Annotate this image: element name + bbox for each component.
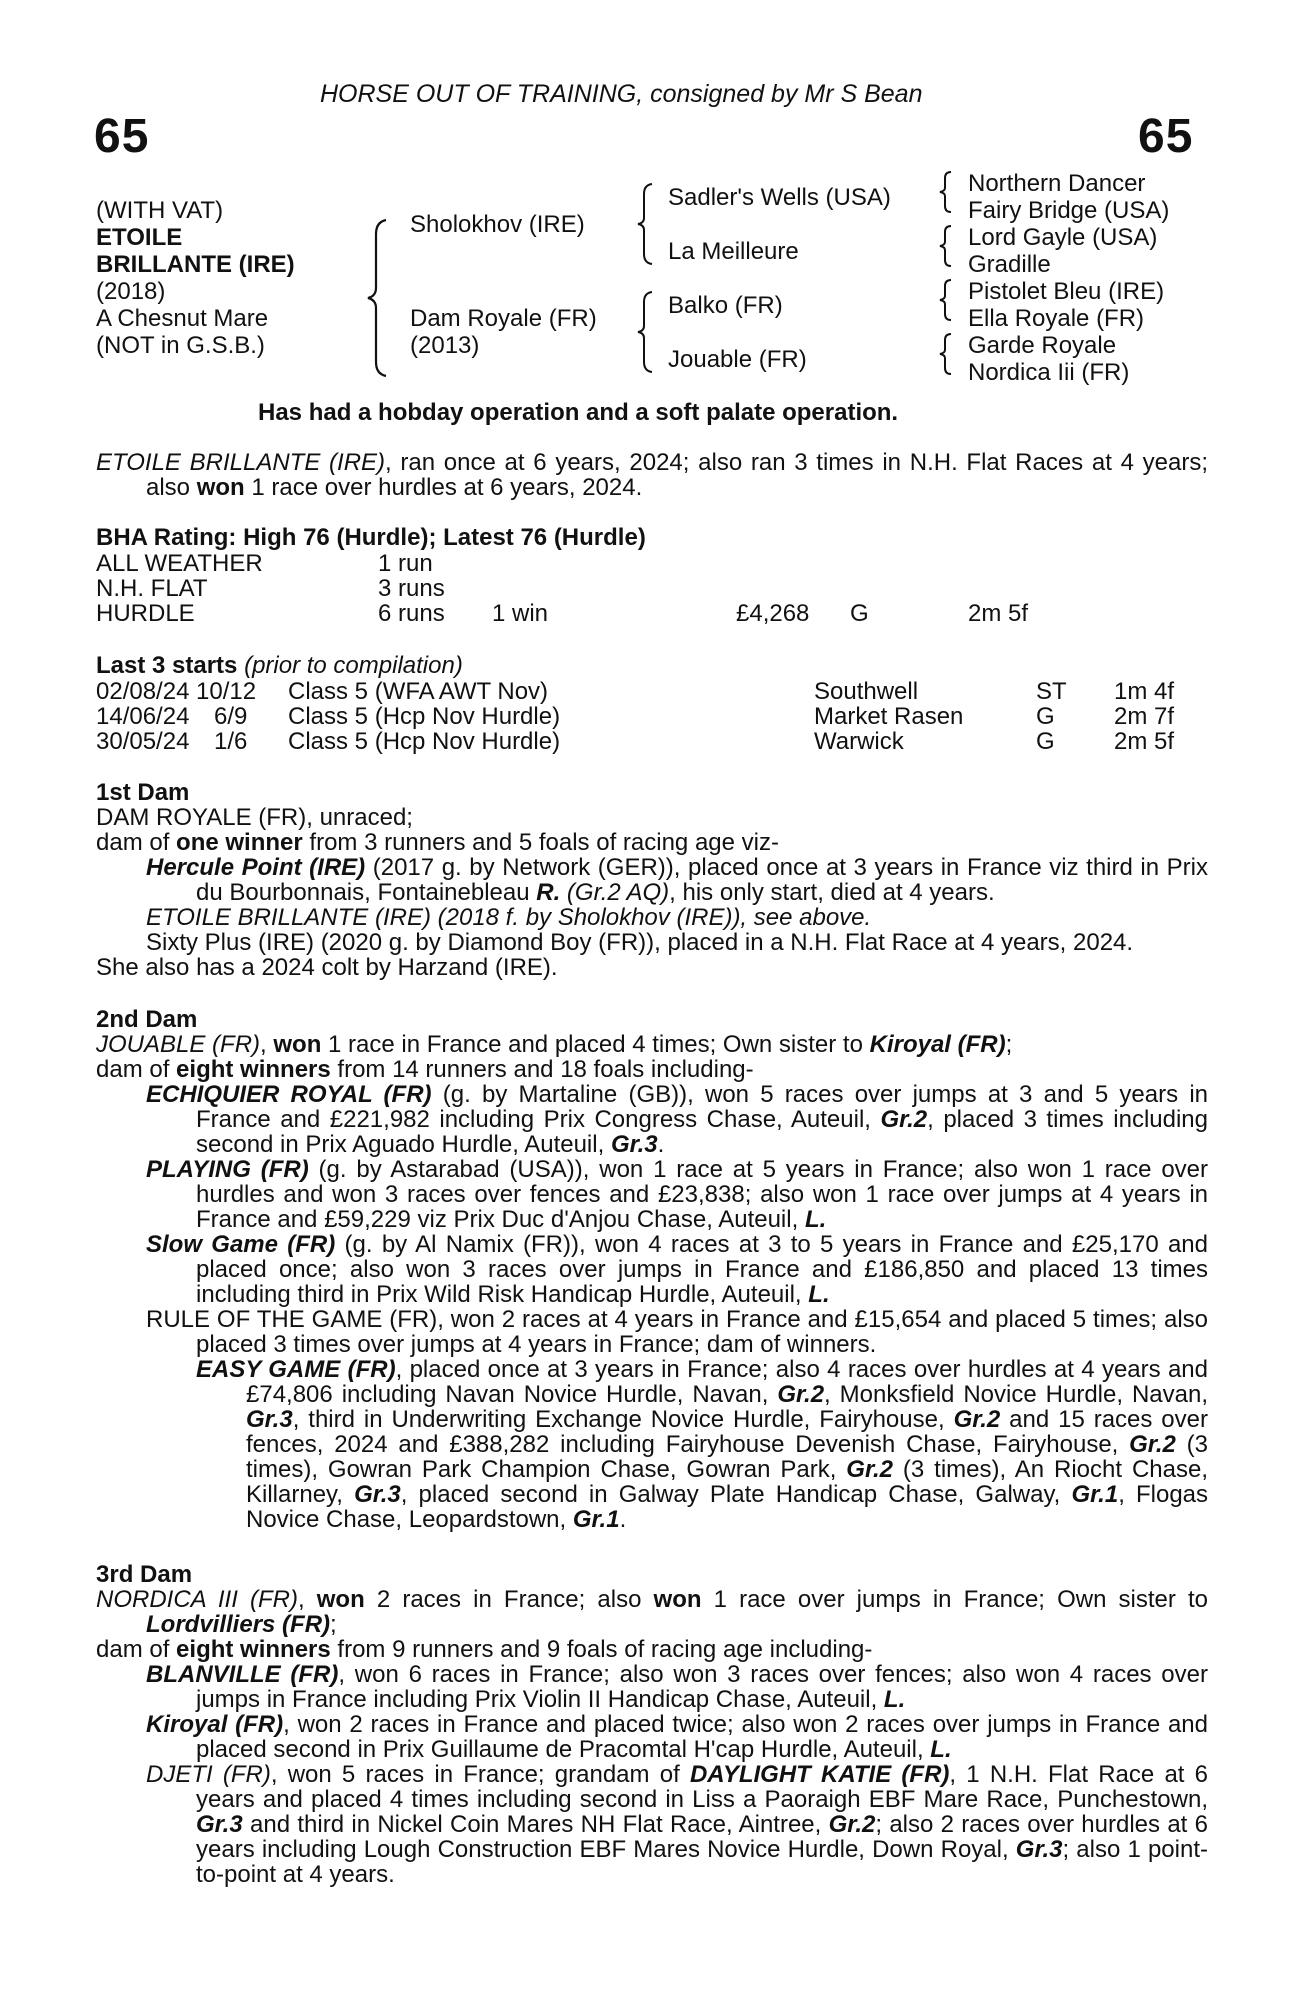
- text: 2 races in France; also: [364, 1586, 654, 1613]
- produce-entry: RULE OF THE GAME (FR), won 2 races at 4 years in France and £15,654 and placed 5 times; also placed 3 times over jumps at 4 years in France; dam of winners.: [146, 1306, 1208, 1358]
- produce-entry: ETOILE BRILLANTE (IRE) (2018 f. by Sholokhov (IRE)), see above.: [146, 904, 872, 931]
- produce-text: and 15 races over fences, 2024 and £388,282 including Fairyhouse Devenish Chase, Fairyhouse,: [246, 1406, 1208, 1458]
- rating-distance: 2m 5f: [968, 600, 1029, 627]
- start-distance: 2m 7f: [1114, 703, 1175, 730]
- produce-text: , third in Underwriting Exchange Novice Hurdle, Fairyhouse,: [292, 1406, 954, 1433]
- race-grade: Gr.3: [196, 1811, 243, 1838]
- pedigree-dam: Dam Royale (FR): [410, 305, 597, 332]
- third-dam-section: [96, 1562, 1208, 1887]
- race-grade: Gr.2: [777, 1381, 825, 1408]
- horse-year: (2018): [96, 278, 166, 305]
- race-grade: Gr.3: [246, 1406, 293, 1433]
- race-grade: L.: [930, 1736, 952, 1763]
- pedigree-g4-6: Ella Royale (FR): [968, 305, 1145, 332]
- sister-name: Lordvilliers (FR): [146, 1611, 331, 1638]
- produce-text: , Monksfield Novice Hurdle, Navan,: [824, 1381, 1209, 1408]
- third-dam-produce-line: [96, 1637, 1208, 1662]
- pedigree-g4-1: Northern Dancer: [968, 170, 1146, 197]
- dam-name: NORDICA III (FR): [96, 1586, 298, 1613]
- produce-entry: [96, 1082, 1208, 1157]
- rating-row: [96, 601, 1208, 626]
- pedigree-sire-sire: Sadler's Wells (USA): [668, 184, 891, 211]
- grand-produce-name: DAYLIGHT KATIE (FR): [689, 1761, 950, 1788]
- start-row: [96, 679, 1208, 704]
- rating-runs: 1 run: [378, 550, 433, 577]
- rating-going: G: [850, 600, 869, 627]
- race-grade: Gr.2: [846, 1456, 893, 1483]
- start-going: G: [1036, 728, 1055, 755]
- produce-text: , his only start, died at 4 years.: [669, 879, 995, 906]
- pedigree-sire-dam: La Meilleure: [668, 238, 799, 265]
- produce-text: (3 times), Gowran Park Champion Chase, Gowran Park,: [246, 1431, 1208, 1483]
- start-position: 10/12: [196, 678, 257, 705]
- start-distance: 1m 4f: [1114, 678, 1175, 705]
- pedigree-bracket-g4-4: [938, 332, 954, 376]
- produce-text: , placed once at 3 years in France; also 4 races over hurdles at 4 years and £74,806 including Navan Novice Hurdle, Navan,: [246, 1356, 1209, 1408]
- race-grade: Gr.2: [953, 1406, 1001, 1433]
- second-dam-title: 2nd Dam: [96, 1006, 198, 1033]
- produce-text: , won 2 races in France and placed twice; also won 2 races over jumps in France and placed second in Prix Guillaume de Pracomtal H'cap Hurdle, Auteuil,: [196, 1711, 1208, 1763]
- second-dam-line: [96, 1032, 1208, 1057]
- pedigree-g4-5: Pistolet Bleu (IRE): [968, 278, 1165, 305]
- produce-text: , won 6 races in France; also won 3 races over fences; also won 4 races over jumps in France including Prix Violin II Handicap Chase, Auteuil,: [196, 1661, 1208, 1713]
- produce-name: Hercule Point (IRE): [146, 854, 366, 881]
- won-word: won: [316, 1586, 365, 1613]
- produce-text: (g. by Astarabad (USA)), won 1 race at 5 years in France; also won 1 race over hurdles and won 3 races over fences and £23,838; also won 1 race over jumps at 4 years in France and £59,229 viz Prix Duc d'Anjou Chase, Auteuil,: [196, 1156, 1209, 1233]
- produce-entry: [96, 1157, 1208, 1232]
- race-grade: Gr.2: [880, 1106, 928, 1133]
- text: ;: [330, 1611, 337, 1638]
- race-grade: Gr.3: [610, 1131, 658, 1158]
- start-going: ST: [1036, 678, 1067, 705]
- third-dam-title: 3rd Dam: [96, 1561, 193, 1588]
- produce-name: Slow Game (FR): [146, 1231, 336, 1258]
- start-distance: 2m 5f: [1114, 728, 1175, 755]
- last-starts-heading: [96, 653, 463, 678]
- race-grade: Gr.1: [572, 1506, 620, 1533]
- start-course: Southwell: [814, 678, 919, 705]
- won-word: won: [653, 1586, 702, 1613]
- rating-table: [96, 551, 1208, 626]
- start-position: 1/6: [214, 728, 248, 755]
- start-date: 02/08/24: [96, 678, 190, 705]
- text: from 14 runners and 18 foals including-: [330, 1056, 754, 1083]
- pedigree-bracket-dam: [636, 290, 656, 374]
- produce-text: , placed second in Galway Plate Handicap Chase, Galway,: [400, 1481, 1072, 1508]
- start-race: Class 5 (WFA AWT Nov): [288, 678, 549, 705]
- race-grade: Gr.3: [354, 1481, 401, 1508]
- text: ;: [1005, 1031, 1013, 1058]
- text: 1 race over jumps in France; Own sister to: [701, 1586, 1208, 1613]
- race-grade: L.: [804, 1206, 827, 1233]
- start-course: Market Rasen: [814, 703, 964, 730]
- first-dam-section: [96, 780, 1208, 980]
- pedigree-dam-sire: Balko (FR): [668, 292, 783, 319]
- first-dam-produce-line: [96, 830, 1208, 855]
- produce-text: (g. by Martaline (GB)), won 5 races over jumps at 3 and 5 years in France and £221,982 including Prix Congress Chase, Auteuil,: [196, 1081, 1209, 1133]
- winner-count: one winner: [176, 829, 303, 856]
- pedigree-dam-year: (2013): [410, 332, 480, 359]
- produce-text: , 1 N.H. Flat Race at 6 years and placed 4 times including second in Liss a Paoraigh EBF Mare Race, Punchestown,: [196, 1761, 1208, 1813]
- produce-entry: [96, 855, 1208, 905]
- first-dam-title: 1st Dam: [96, 779, 190, 806]
- last-starts-title: Last 3 starts: [96, 652, 238, 679]
- sister-name: Kiroyal (FR): [869, 1031, 1006, 1058]
- race-grade: L.: [808, 1281, 830, 1308]
- won-word: won: [273, 1031, 322, 1058]
- race-summary: [96, 450, 1208, 500]
- start-race: Class 5 (Hcp Nov Hurdle): [288, 728, 561, 755]
- pedigree-g4-7: Garde Royale: [968, 332, 1117, 359]
- pedigree-bracket-sire: [636, 182, 656, 266]
- pedigree-g4-4: Gradille: [968, 251, 1051, 278]
- rating-type: N.H. FLAT: [96, 575, 208, 602]
- produce-entry: [96, 1762, 1208, 1887]
- produce-text: ; also 1 point-to-point at 4 years.: [196, 1836, 1208, 1888]
- produce-name: EASY GAME (FR): [196, 1356, 396, 1383]
- rating-row: [96, 576, 1208, 601]
- rating-runs: 6 runs: [378, 600, 445, 627]
- summary-text-end: 1 race over hurdles at 6 years, 2024.: [244, 474, 643, 501]
- rating-type: HURDLE: [96, 600, 195, 627]
- summary-won: won: [196, 474, 245, 501]
- pedigree-g4-3: Lord Gayle (USA): [968, 224, 1158, 251]
- pedigree-bracket-g4-1: [938, 170, 954, 214]
- produce-entry: [96, 1712, 1208, 1762]
- horse-name-line2: BRILLANTE (IRE): [96, 251, 295, 278]
- horse-description: A Chesnut Mare: [96, 305, 269, 332]
- produce-name: DJETI (FR): [146, 1761, 271, 1788]
- pedigree-bracket-g4-3: [938, 278, 954, 322]
- vat-label: (WITH VAT): [96, 197, 224, 224]
- winner-count: eight winners: [176, 1636, 331, 1663]
- third-dam-line: [96, 1587, 1208, 1637]
- last-starts-subtitle: (prior to compilation): [237, 652, 463, 679]
- text: ,: [260, 1031, 274, 1058]
- pedigree-dam-dam: Jouable (FR): [668, 346, 807, 373]
- race-grade: R.: [536, 879, 561, 906]
- rating-prize: £4,268: [736, 600, 810, 627]
- race-grade: L.: [883, 1686, 906, 1713]
- text: 1 race in France and placed 4 times; Own sister to: [321, 1031, 870, 1058]
- start-course: Warwick: [814, 728, 904, 755]
- winner-count: eight winners: [176, 1056, 331, 1083]
- lot-number-right: 65: [1138, 110, 1194, 163]
- produce-text: (2017 g. by Network (GER)), placed once at 3 years in France viz third in Prix du Bourbonnais, Fontainebleau: [196, 854, 1208, 906]
- start-going: G: [1036, 703, 1055, 730]
- page-header: HORSE OUT OF TRAINING, consigned by Mr S Bean: [320, 80, 923, 108]
- produce-text: (g. by Al Namix (FR)), won 4 races at 3 to 5 years in France and £25,170 and placed once; also won 3 races over jumps in France and £186,850 and placed 13 times including third in Prix Wild Risk Handicap Hurdle, Auteuil,: [196, 1231, 1208, 1308]
- start-date: 14/06/24: [96, 703, 190, 730]
- dam-name: JOUABLE (FR): [96, 1031, 261, 1058]
- summary-text: , ran once at 6 years, 2024; also ran 3 times in N.H. Flat Races at 4 years; also: [146, 449, 1209, 501]
- race-grade: Gr.1: [1071, 1481, 1119, 1508]
- produce-name: PLAYING (FR): [146, 1156, 309, 1183]
- produce-text: ; also 2 races over hurdles at 6 years including Lough Construction EBF Mares Novice Hurdle, Down Royal,: [196, 1811, 1208, 1863]
- text: from 9 runners and 9 foals of racing age including-: [330, 1636, 873, 1663]
- rating-row: [96, 551, 1208, 576]
- produce-entry: [96, 1662, 1208, 1712]
- pedigree-g4-2: Fairy Bridge (USA): [968, 197, 1170, 224]
- bha-rating-title: BHA Rating: High 76 (Hurdle); Latest 76 (Hurdle): [96, 524, 646, 551]
- produce-text: , Flogas Novice Chase, Leopardstown,: [246, 1481, 1209, 1533]
- text: dam of: [96, 1636, 177, 1663]
- text: dam of: [96, 829, 177, 856]
- produce-text: , won 5 races in France; grandam of: [270, 1761, 690, 1788]
- text: dam of: [96, 1056, 177, 1083]
- produce-entry: Sixty Plus (IRE) (2020 g. by Diamond Boy (FR)), placed in a N.H. Flat Race at 4 years, 2024.: [146, 929, 1134, 956]
- produce-entry: [96, 1232, 1208, 1307]
- second-dam-section: [96, 1007, 1208, 1532]
- produce-name: Kiroyal (FR): [146, 1711, 284, 1738]
- race-grade: Gr.2: [1129, 1431, 1176, 1458]
- summary-horse-name: ETOILE BRILLANTE (IRE): [96, 449, 386, 476]
- produce-text: (3 times), An Riocht Chase, Killarney,: [246, 1456, 1209, 1508]
- race-grade: Gr.2: [828, 1811, 876, 1838]
- pedigree-g4-8: Nordica Iii (FR): [968, 359, 1130, 386]
- produce-text: .: [619, 1506, 627, 1533]
- start-date: 30/05/24: [96, 728, 190, 755]
- produce-text: and third in Nickel Coin Mares NH Flat Race, Aintree,: [242, 1811, 829, 1838]
- produce-name: ECHIQUIER ROYAL (FR): [146, 1081, 432, 1108]
- rating-type: ALL WEATHER: [96, 550, 263, 577]
- race-grade: Gr.3: [1015, 1836, 1063, 1863]
- text: ,: [297, 1586, 317, 1613]
- second-dam-produce-line: [96, 1057, 1208, 1082]
- last-starts-table: [96, 679, 1208, 754]
- horse-name-line1: ETOILE: [96, 224, 183, 251]
- produce-name: BLANVILLE (FR): [146, 1661, 339, 1688]
- text: from 3 runners and 5 foals of racing age viz-: [302, 829, 779, 856]
- gsb-status: (NOT in G.S.B.): [96, 332, 265, 359]
- first-dam-note: She also has a 2024 colt by Harzand (IRE).: [96, 954, 558, 981]
- start-race: Class 5 (Hcp Nov Hurdle): [288, 703, 561, 730]
- produce-text: .: [657, 1131, 665, 1158]
- operation-note: Has had a hobday operation and a soft palate operation.: [258, 399, 899, 426]
- rating-wins: 1 win: [492, 600, 549, 627]
- start-row: [96, 729, 1208, 754]
- produce-text: , placed 3 times including second in Prix Aguado Hurdle, Auteuil,: [196, 1106, 1208, 1158]
- pedigree-bracket-g4-2: [938, 224, 954, 268]
- lot-number-left: 65: [94, 110, 150, 163]
- rating-runs: 3 runs: [378, 575, 445, 602]
- race-grade-note: (Gr.2 AQ): [560, 879, 670, 906]
- pedigree-sire: Sholokhov (IRE): [410, 211, 585, 238]
- grand-produce-entry: [96, 1357, 1208, 1532]
- start-row: [96, 704, 1208, 729]
- pedigree-bracket-main: [366, 218, 390, 378]
- start-position: 6/9: [214, 703, 248, 730]
- first-dam-line: DAM ROYALE (FR), unraced;: [96, 804, 413, 831]
